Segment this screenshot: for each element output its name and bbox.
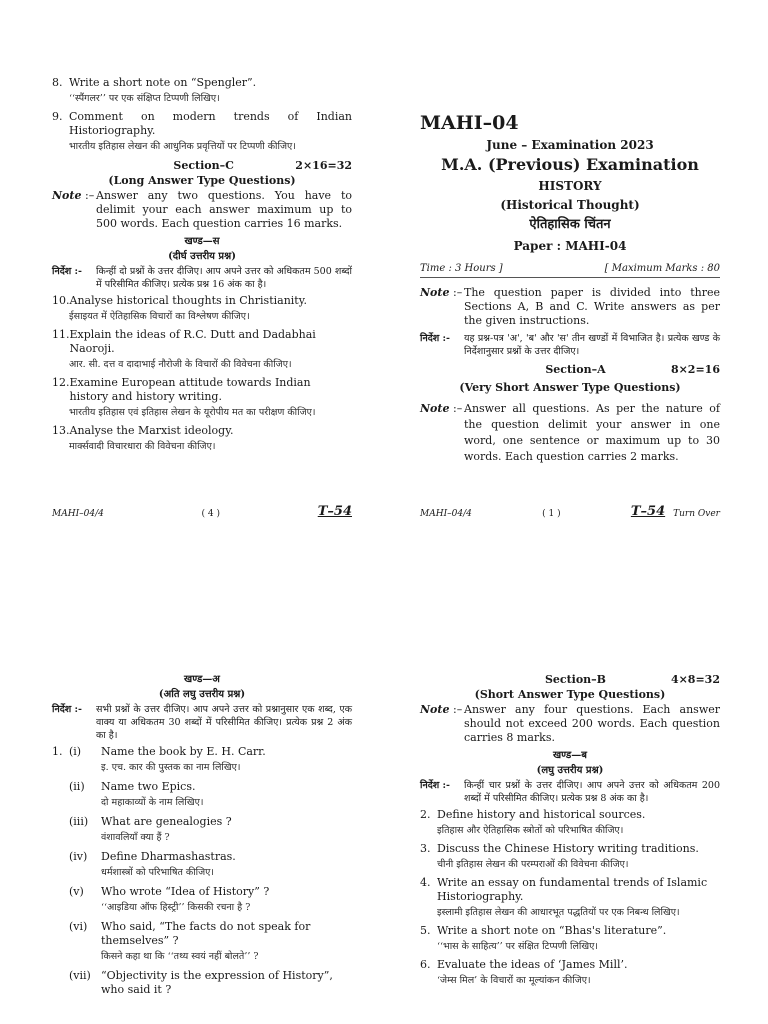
page-4-panel <box>52 76 352 458</box>
note-text: Answer any two questions. You have to delimit your each answer maximum up to 500 words. Each question carries 16 marks. <box>96 189 352 230</box>
paper-number: Paper : MAHI-04 <box>513 239 627 253</box>
section-c-subtitle: (Long Answer Type Questions) <box>108 174 296 187</box>
section-a-title: Section–A <box>545 363 606 376</box>
nirdesh-text: यह प्रश्न-पत्र 'अ', 'ब' और 'स' तीन खण्डों में विभाजित है। प्रत्येक खण्ड के निर्देशानुसार प्रश्नों के उत्तर दीजिए। <box>464 333 720 357</box>
section-b-note <box>420 703 720 745</box>
question-10 <box>52 294 352 308</box>
question-text: Examine European attitude towards Indian history and history writing. <box>69 376 311 403</box>
question-item <box>420 808 720 822</box>
subquestion-text: What are genealogies ? <box>101 815 232 828</box>
section-b-questions <box>420 808 720 987</box>
question-text: Explain the ideas of R.C. Dutt and Dadabhai Naoroji. <box>69 328 316 355</box>
section-a-marks: 8×2=16 <box>670 363 720 376</box>
subquestion <box>69 920 352 948</box>
subquestion-text: “Objectivity is the expression of History”, who said it ? <box>101 969 333 996</box>
subquestion <box>69 885 352 899</box>
subquestion-text: Name the book by E. H. Carr. <box>101 745 266 758</box>
question-number: 3. <box>420 842 431 855</box>
nirdesh-label: निर्देश :- <box>52 704 82 715</box>
footer-paper-ref: MAHI–04/4 <box>420 509 472 519</box>
paper-name: (Historical Thought) <box>500 198 640 212</box>
exam-title: M.A. (Previous) Examination <box>441 155 699 174</box>
subquestion-number: (vi) <box>69 920 88 933</box>
subquestion-hindi: दो महाकाव्यों के नाम लिखिए। <box>101 797 204 808</box>
question-item <box>420 842 720 856</box>
question-text: Discuss the Chinese History writing traditions. <box>437 842 699 855</box>
section-b-nirdesh <box>420 779 720 805</box>
paper-name-hindi: ऐतिहासिक चिंतन <box>529 217 611 232</box>
khand-b-subtitle: (लघु उत्तरीय प्रश्न) <box>536 765 604 776</box>
section-b-marks: 4×8=32 <box>670 673 720 686</box>
question-8-hindi: ‘‘स्पैंगलर’’ पर एक संक्षिप्त टिप्पणी लिखिए। <box>69 93 220 104</box>
khand-s-subtitle: (दीर्घ उत्तरीय प्रश्न) <box>168 251 236 262</box>
subquestion <box>69 850 352 864</box>
subquestion-hindi: इ. एच. कार की पुस्तक का नाम लिखिए। <box>101 762 241 773</box>
subquestion-text: Who said, “The facts do not speak for themselves” ? <box>101 920 311 947</box>
page-3-panel <box>420 672 720 992</box>
note-text: Answer any four questions. Each answer should not exceed 200 words. Each question carries 8 marks. <box>464 703 720 744</box>
question-13 <box>52 424 352 438</box>
subject: HISTORY <box>538 179 602 193</box>
note-text: Answer all questions. As per the nature of the question delimit your answer in one word, one sentence or maximum up to 30 words. Each question carries 2 marks. <box>464 402 720 463</box>
question-text: Analyse historical thoughts in Christianity. <box>69 294 307 307</box>
question-number: 8. <box>52 76 63 89</box>
footer-code: T–54 <box>630 504 666 519</box>
question-number: 13. <box>52 424 70 437</box>
question-hindi: इस्लामी इतिहास लेखन की आधारभूत पद्धतियों पर एक निबन्ध लिखिए। <box>437 907 680 918</box>
question-text: Evaluate the ideas of ‘James Mill’. <box>437 958 628 971</box>
question-text: Write an essay on fundamental trends of Islamic Historiography. <box>437 876 708 903</box>
time-allowed: Time : 3 Hours ] <box>420 263 503 274</box>
note-separator: :– <box>84 189 95 202</box>
page-4-footer <box>52 504 352 519</box>
subquestion-text: Who wrote “Idea of History” ? <box>101 885 270 898</box>
question-text: Write a short note on “Bhas's literature”. <box>437 924 667 937</box>
page-1-panel <box>420 112 720 468</box>
subquestion-text: Define Dharmashastras. <box>101 850 236 863</box>
question-number: 2. <box>420 808 431 821</box>
question-item <box>420 958 720 972</box>
section-a-note <box>420 401 720 465</box>
section-a-nirdesh <box>52 703 352 742</box>
question-number: 1. <box>52 745 63 758</box>
section-a-subtitle: (Very Short Answer Type Questions) <box>459 381 681 394</box>
note-label: Note <box>420 286 450 299</box>
question-number: 6. <box>420 958 431 971</box>
section-c-heading <box>52 158 352 173</box>
turn-over: Turn Over <box>673 509 720 519</box>
footer-page-number: ( 1 ) <box>542 509 561 519</box>
question-1-subparts <box>69 745 352 997</box>
question-9-hindi: भारतीय इतिहास लेखन की आधुनिक प्रवृत्तियों पर टिप्पणी कीजिए। <box>69 141 296 152</box>
page-1-footer <box>420 504 720 519</box>
question-number: 9. <box>52 110 63 123</box>
question-text: Write a short note on “Spengler”. <box>69 76 257 89</box>
question-number: 4. <box>420 876 431 889</box>
subquestion-number: (vii) <box>69 969 91 982</box>
subquestion-text: Name two Epics. <box>101 780 196 793</box>
footer-code: T–54 <box>317 504 352 519</box>
question-text: Analyse the Marxist ideology. <box>69 424 234 437</box>
subquestion-number: (i) <box>69 745 82 758</box>
nirdesh-label: निर्देश :- <box>420 333 450 344</box>
nirdesh-label: निर्देश :- <box>52 266 82 277</box>
subquestion-hindi: वंशावलियाँ क्या हैं ? <box>101 832 170 843</box>
khand-a-subtitle: (अति लघु उत्तरीय प्रश्न) <box>158 689 246 700</box>
question-text: Define history and historical sources. <box>437 808 646 821</box>
question-number: 5. <box>420 924 431 937</box>
question-text: Comment on modern trends of Indian Historiography. <box>69 110 352 137</box>
question-hindi: इतिहास और ऐतिहासिक स्त्रोतों को परिभाषित कीजिए। <box>437 825 624 836</box>
subquestion-number: (iii) <box>69 815 89 828</box>
general-nirdesh <box>420 332 720 358</box>
section-c-nirdesh <box>52 265 352 291</box>
section-c-note <box>52 189 352 231</box>
question-12 <box>52 376 352 404</box>
general-note <box>420 286 720 328</box>
subquestion <box>69 780 352 794</box>
subquestion-hindi: ‘‘आइडिया ऑफ हिस्ट्री’’ किसकी रचना है ? <box>101 902 251 913</box>
subquestion-number: (ii) <box>69 780 85 793</box>
question-12-hindi: भारतीय इतिहास एवं इतिहास लेखन के यूरोपीय मत का परीक्षण कीजिए। <box>69 407 316 418</box>
subquestion <box>69 815 352 829</box>
subquestion-hindi: धर्मशास्त्रों को परिभाषित कीजिए। <box>101 867 215 878</box>
question-9 <box>52 110 352 138</box>
subquestion <box>69 745 352 759</box>
footer-paper-ref: MAHI–04/4 <box>52 509 104 519</box>
khand-b-title: खण्ड—ब <box>553 750 587 761</box>
section-b-title: Section–B <box>544 673 606 686</box>
question-hindi: ‘जेम्स मिल’ के विचारों का मूल्यांकन कीजिए। <box>437 975 591 986</box>
question-item <box>420 924 720 938</box>
note-text: The question paper is divided into three Sections A, B and C. Write answers as per the given instructions. <box>464 286 720 327</box>
question-number: 10. <box>52 294 70 307</box>
nirdesh-text: किन्हीं चार प्रश्नों के उत्तर दीजिए। आप अपने उत्तर को अधिकतम 200 शब्दों में परिसीमित कीजिए। प्रत्येक प्रश्न 8 अंक का है। <box>464 780 720 804</box>
question-hindi: चीनी इतिहास लेखन की परम्पराओं की विवेचना कीजिए। <box>437 859 629 870</box>
maximum-marks: [ Maximum Marks : 80 <box>604 263 720 274</box>
question-13-hindi: मार्क्सवादी विचारधारा की विवेचना कीजिए। <box>69 441 216 452</box>
exam-session: June – Examination 2023 <box>486 138 654 152</box>
page-2-panel <box>52 672 352 997</box>
subquestion <box>69 969 352 997</box>
section-b-subtitle: (Short Answer Type Questions) <box>474 688 666 701</box>
question-11 <box>52 328 352 356</box>
subquestion-number: (iv) <box>69 850 88 863</box>
khand-s-title: खण्ड—स <box>184 236 220 247</box>
question-item <box>420 876 720 904</box>
note-separator: :– <box>452 286 463 299</box>
note-label: Note <box>52 189 82 202</box>
subquestion-hindi: किसने कहा था कि ‘‘तथ्य स्वयं नहीं बोलते’’ ? <box>101 951 259 962</box>
note-label: Note <box>420 402 450 415</box>
section-c-title: Section–C <box>173 159 234 172</box>
question-number: 12. <box>52 376 70 389</box>
section-a-heading <box>420 362 720 377</box>
question-8 <box>52 76 352 90</box>
paper-code-heading: MAHI–04 <box>420 112 519 134</box>
khand-a-title: खण्ड—अ <box>184 674 220 685</box>
note-label: Note <box>420 703 450 716</box>
question-number: 11. <box>52 328 70 341</box>
footer-page-number: ( 4 ) <box>201 509 221 519</box>
time-marks-row <box>420 263 720 278</box>
section-c-marks: 2×16=32 <box>295 159 352 172</box>
nirdesh-text: किन्हीं दो प्रश्नों के उत्तर दीजिए। आप अपने उत्तर को अधिकतम 500 शब्दों में परिसीमित कीजिए। प्रत्येक प्रश्न 16 अंक का है। <box>96 266 352 290</box>
subquestion-number: (v) <box>69 885 84 898</box>
note-separator: :– <box>452 402 463 415</box>
nirdesh-text: सभी प्रश्नों के उत्तर दीजिए। आप अपने उत्तर को प्रश्नानुसार एक शब्द, एक वाक्य या अधिकतम 30 शब्दों में परिसीमित कीजिए। प्रत्येक प्रश्न 2 अंक का है। <box>96 704 352 741</box>
question-hindi: ‘‘भास के साहित्य’’ पर संक्षित टिप्पणी लिखिए। <box>437 941 598 952</box>
nirdesh-label: निर्देश :- <box>420 780 450 791</box>
section-b-heading <box>420 672 720 687</box>
question-10-hindi: ईसाइयत में ऐतिहासिक विचारों का विश्लेषण कीजिए। <box>69 311 250 322</box>
question-1 <box>52 745 352 997</box>
note-separator: :– <box>452 703 463 716</box>
question-11-hindi: आर. सी. दत्त व दादाभाई नौरोजी के विचारों की विवेचना कीजिए। <box>69 359 292 370</box>
